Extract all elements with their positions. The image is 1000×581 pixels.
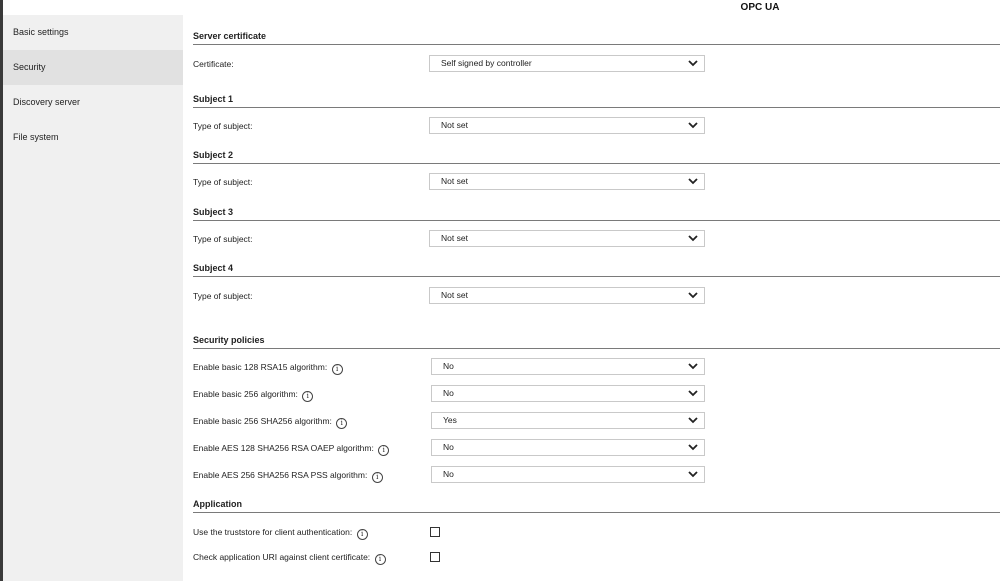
policy-aes256-pss-value: No [443, 469, 454, 479]
policy-basic128-rsa15-select[interactable] [431, 358, 705, 375]
chevron-down-icon [688, 60, 698, 67]
sidebar-item-discovery-server[interactable]: Discovery server [13, 97, 81, 107]
policy-basic256-sha256-label: Enable basic 256 SHA256 algorithm: i [193, 414, 347, 429]
info-icon[interactable]: i [372, 472, 383, 483]
subject-3-type-label: Type of subject: [193, 234, 253, 244]
subject-3-type-select[interactable] [429, 230, 705, 247]
certificate-select-value: Self signed by controller [441, 58, 532, 68]
certificate-select[interactable] [429, 55, 705, 72]
info-icon[interactable]: i [375, 554, 386, 565]
check-app-uri-label: Check application URI against client certificate: i [193, 550, 386, 565]
sidebar-item-basic-settings[interactable]: Basic settings [13, 27, 69, 37]
section-security-policies: Security policies [193, 333, 1000, 349]
info-icon[interactable]: i [357, 529, 368, 540]
truststore-client-auth-label: Use the truststore for client authentication: i [193, 525, 368, 540]
chevron-down-icon [688, 390, 698, 397]
chevron-down-icon [688, 178, 698, 185]
info-icon[interactable]: i [378, 445, 389, 456]
chevron-down-icon [688, 292, 698, 299]
subject-3-type-value: Not set [441, 233, 468, 243]
policy-aes256-pss-label: Enable AES 256 SHA256 RSA PSS algorithm: i [193, 468, 383, 483]
info-icon[interactable]: i [332, 364, 343, 375]
section-subject-1: Subject 1 [193, 92, 1000, 108]
section-server-certificate: Server certificate [193, 29, 1000, 45]
policy-basic128-rsa15-label: Enable basic 128 RSA15 algorithm: i [193, 360, 343, 375]
sidebar-item-file-system[interactable]: File system [13, 132, 59, 142]
policy-aes128-oaep-label: Enable AES 128 SHA256 RSA OAEP algorithm: i [193, 441, 389, 456]
sidebar-item-security[interactable]: Security [3, 50, 183, 85]
sidebar [3, 15, 183, 581]
subject-4-type-select[interactable] [429, 287, 705, 304]
section-subject-3: Subject 3 [193, 205, 1000, 221]
subject-1-type-value: Not set [441, 120, 468, 130]
subject-2-type-select[interactable] [429, 173, 705, 190]
subject-2-type-label: Type of subject: [193, 177, 253, 187]
policy-basic256-value: No [443, 388, 454, 398]
chevron-down-icon [688, 363, 698, 370]
chevron-down-icon [688, 417, 698, 424]
subject-1-type-select[interactable] [429, 117, 705, 134]
policy-basic256-label: Enable basic 256 algorithm: i [193, 387, 313, 402]
subject-1-type-label: Type of subject: [193, 121, 253, 131]
policy-basic256-select[interactable] [431, 385, 705, 402]
subject-2-type-value: Not set [441, 176, 468, 186]
section-subject-4: Subject 4 [193, 261, 1000, 277]
policy-basic256-sha256-value: Yes [443, 415, 457, 425]
check-app-uri-checkbox[interactable] [430, 552, 440, 562]
subject-4-type-label: Type of subject: [193, 291, 253, 301]
policy-aes256-pss-select[interactable] [431, 466, 705, 483]
policy-aes128-oaep-value: No [443, 442, 454, 452]
certificate-label: Certificate: [193, 59, 234, 69]
policy-basic128-rsa15-value: No [443, 361, 454, 371]
chevron-down-icon [688, 444, 698, 451]
policy-basic256-sha256-select[interactable] [431, 412, 705, 429]
info-icon[interactable]: i [302, 391, 313, 402]
info-icon[interactable]: i [336, 418, 347, 429]
page-title: OPC UA [740, 2, 780, 13]
section-subject-2: Subject 2 [193, 148, 1000, 164]
chevron-down-icon [688, 235, 698, 242]
policy-aes128-oaep-select[interactable] [431, 439, 705, 456]
section-application: Application [193, 497, 1000, 513]
truststore-client-auth-checkbox[interactable] [430, 527, 440, 537]
subject-4-type-value: Not set [441, 290, 468, 300]
chevron-down-icon [688, 471, 698, 478]
chevron-down-icon [688, 122, 698, 129]
